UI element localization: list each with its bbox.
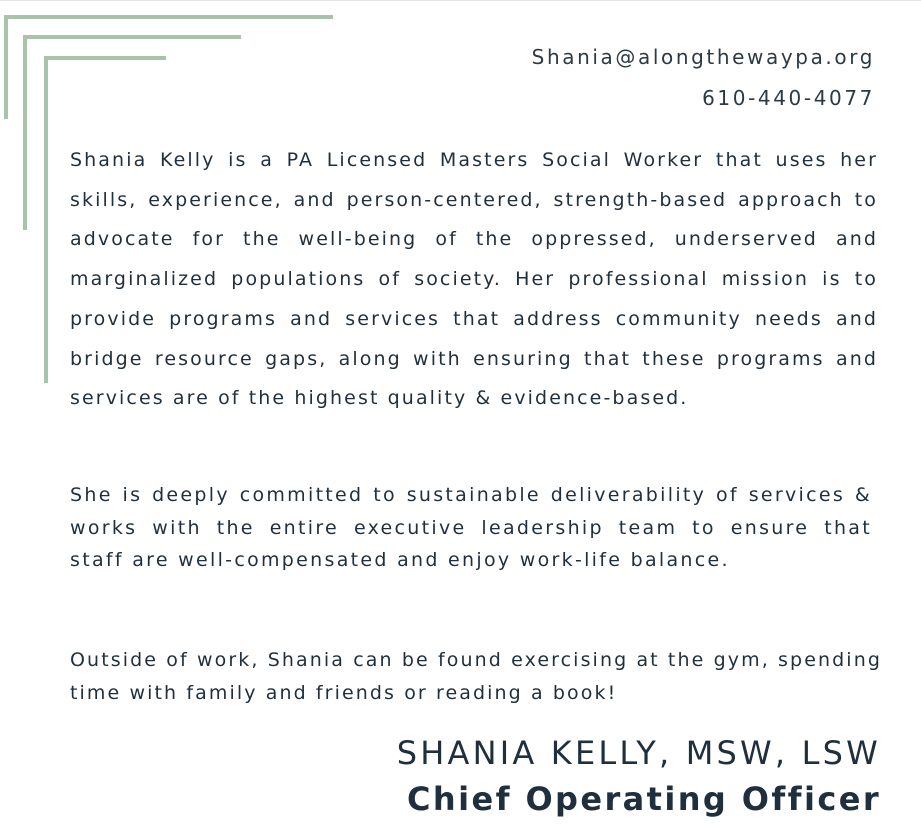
bio-paragraph-3: Outside of work, Shania can be found exercising at the gym, spending time with family and friends or reading a book! — [70, 649, 882, 704]
corner-line-outer-vertical — [4, 15, 8, 119]
bio-paragraph-1: Shania Kelly is a PA Licensed Masters Social Worker that uses her skills, experience, and person-centered, strength-based approach to advocate for the well-being of the oppressed, underserved and marginalized populations of society. Her professional mission is to provide programs and services that address community needs and bridge resource gaps, along with ensuring that these programs and services are of the highest quality & evidence-based. — [70, 149, 878, 410]
bio-paragraph-2: She is deeply committed to sustainable deliverability of services & works with the entire executive leadership team to ensure that staff are well-compensated and enjoy work-life balance. — [70, 484, 872, 572]
corner-line-outer-horizontal — [4, 15, 333, 19]
top-border-line — [0, 0, 921, 1]
person-name-credentials: SHANIA KELLY, MSW, LSW — [396, 734, 881, 772]
job-title: Chief Operating Officer — [407, 780, 881, 818]
email-link[interactable]: Shania@alongthewaypa.org — [531, 45, 875, 69]
phone-number: 610-440-4077 — [702, 86, 875, 110]
corner-line-inner-vertical — [44, 56, 48, 383]
corner-line-middle-horizontal — [23, 35, 241, 39]
corner-line-middle-vertical — [23, 35, 27, 230]
corner-line-inner-horizontal — [44, 56, 166, 60]
